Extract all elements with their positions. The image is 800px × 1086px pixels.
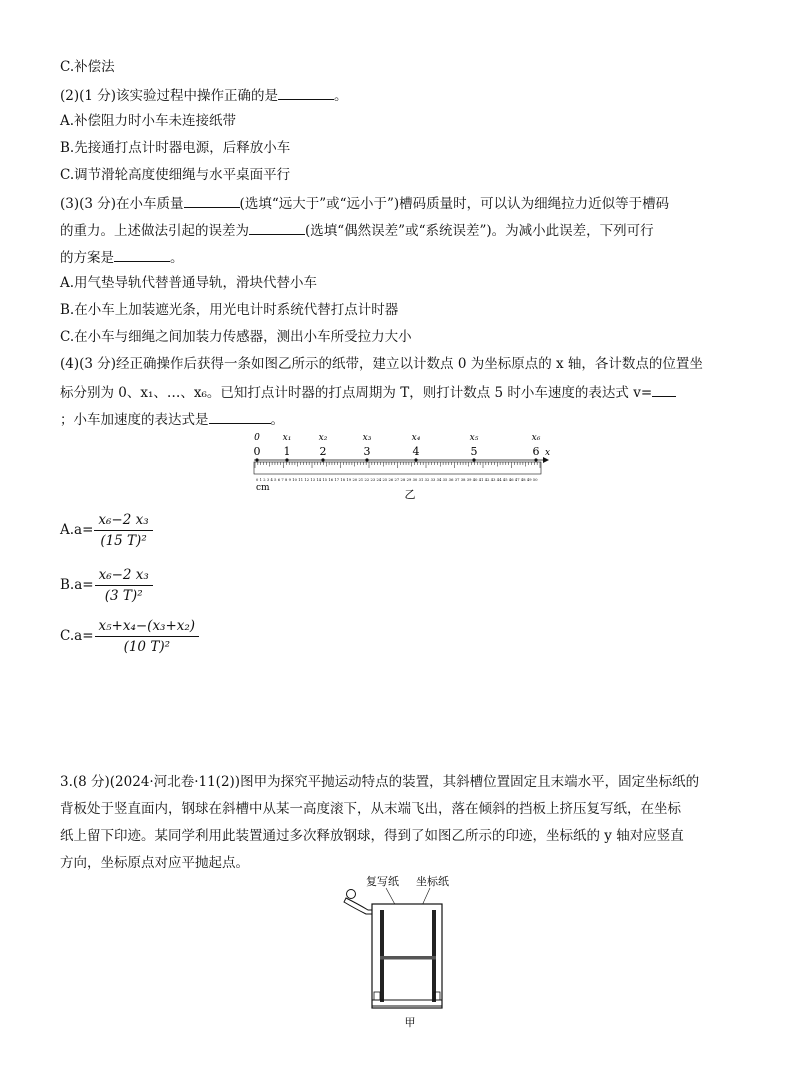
ruler-label-2: 2 bbox=[319, 445, 327, 458]
ruler-label-0: 0 bbox=[253, 445, 261, 458]
option-a: A.补偿阻力时小车未连接纸带 bbox=[60, 113, 237, 129]
answer-blank bbox=[278, 85, 334, 100]
question-2-3-line2: 的重力。上述做法引起的误差为 (选填“偶然误差”或“系统误差”)。为减小此误差，下列可行 bbox=[60, 220, 654, 240]
tape-caption: 乙 bbox=[404, 488, 416, 501]
answer-blank bbox=[114, 247, 170, 262]
formula-option-b: B.a= $\frac{\text{x₆−2 x₃}}{\text{(3 T)²}}$ bbox=[60, 567, 153, 604]
tape-label-x3: x₃ bbox=[362, 433, 372, 443]
question-2-4-line3: ；小车加速度的表达式是 。 bbox=[60, 409, 284, 429]
inclined-chute bbox=[344, 898, 376, 914]
formula-b-numerator: x₆−2 x₃ bbox=[95, 567, 153, 586]
formula-b-denominator: (3 T)² bbox=[104, 588, 143, 604]
question-3-line2: 背板处于竖直面内，钢球在斜槽中从某一高度滚下，从末端飞出，落在倾斜的挡板上挤压复写纸，在坐标 bbox=[60, 801, 681, 817]
ruler-label-4: 4 bbox=[412, 445, 420, 458]
ruler-label-1: 1 bbox=[283, 445, 291, 458]
question-3-line3: 纸上留下印迹。某同学利用此装置通过多次释放钢球，得到了如图乙所示的印迹，坐标纸的 y 轴对应竖直 bbox=[60, 828, 684, 844]
question-3-line4: 方向，坐标原点对应平抛起点。 bbox=[60, 855, 249, 871]
option-b: B.先接通打点计时器电源，后释放小车 bbox=[60, 140, 291, 156]
baffle-plate bbox=[380, 956, 436, 960]
ruler-label-3: 3 bbox=[363, 445, 371, 458]
tape-label-x2: x₂ bbox=[318, 433, 328, 443]
formula-a-numerator: x₆−2 x₃ bbox=[94, 512, 152, 531]
tape-label-x4: x₄ bbox=[411, 433, 421, 443]
ruler-ticks bbox=[255, 462, 540, 468]
apparatus-caption: 甲 bbox=[404, 1016, 416, 1029]
apparatus-figure bbox=[338, 870, 468, 1030]
formula-option-c: C.a= $\frac{\text{x₅+x₄−(x₃+x₂)}}{\text{(10 T)²}}$ bbox=[60, 618, 199, 655]
label-coordinate-paper: 坐标纸 bbox=[416, 875, 449, 888]
answer-blank bbox=[249, 220, 305, 235]
question-3-line1: 3.(8 分)(2024·河北卷·11(2))图甲为探究平抛运动特点的装置，其斜槽位置固定且末端水平，固定坐标纸的 bbox=[60, 774, 700, 790]
formula-c-denominator: (10 T)² bbox=[123, 639, 170, 655]
question-2-3-line3: 的方案是 。 bbox=[60, 247, 184, 267]
option-c: C.调节滑轮高度使细绳与水平桌面平行 bbox=[60, 167, 291, 183]
ruler-label-6: 6 bbox=[532, 445, 540, 458]
tape-label-x5: x₅ bbox=[469, 433, 479, 443]
ruler-small-scale: 0 1 2 3 4 5 6 7 8 9 10 11 12 13 14 15 16 17 18 19 20 21 22 23 24 25 26 27 28 29 30 31 32 33 34 35 36 37 38 39 40 41 42 43 44 45 46 47 48 49 50 bbox=[256, 478, 538, 482]
question-2-4-line2: 标分别为 0、x₁、…、x₆。已知打点计时器的打点周期为 T，则打计数点 5 时小车速度的表达式 v= bbox=[60, 382, 676, 402]
tape-figure bbox=[250, 432, 550, 502]
option-c-compensation: C.补偿法 bbox=[60, 59, 115, 75]
ruler-label-5: 5 bbox=[470, 445, 478, 458]
option-b-photogate: B.在小车上加装遮光条，用光电计时系统代替打点计时器 bbox=[60, 302, 399, 318]
question-2-4-line1: (4)(3 分)经正确操作后获得一条如图乙所示的纸带，建立以计数点 0 为坐标原点的 x 轴，各计数点的位置坐 bbox=[60, 356, 703, 372]
tape-label-x1: x₁ bbox=[282, 433, 292, 443]
formula-a-denominator: (15 T)² bbox=[100, 533, 147, 549]
formula-option-a: A.a= $\frac{\text{x₆−2 x₃}}{\text{(15 T)²}}$ bbox=[60, 512, 153, 549]
answer-blank bbox=[209, 409, 271, 424]
steel-ball bbox=[347, 890, 356, 899]
tape-label-x6: x₆ bbox=[531, 433, 541, 443]
question-2-3-line1: (3)(3 分)在小车质量 (选填“远大于”或“远小于”)槽码质量时，可以认为细绳拉力近似等于槽码 bbox=[60, 193, 669, 213]
question-2-2: (2)(1 分)该实验过程中操作正确的是 。 bbox=[60, 85, 348, 105]
tape-top-labels bbox=[254, 433, 541, 443]
tape-axis-label: x bbox=[545, 448, 550, 458]
label-carbon-paper: 复写纸 bbox=[366, 875, 399, 888]
option-c-force-sensor: C.在小车与细绳之间加装力传感器，测出小车所受拉力大小 bbox=[60, 329, 412, 345]
formula-c-numerator: x₅+x₄−(x₃+x₂) bbox=[95, 618, 200, 637]
ruler-unit: cm bbox=[256, 483, 270, 493]
answer-blank bbox=[652, 382, 676, 397]
option-a-air-track: A.用气垫导轨代替普通导轨，滑块代替小车 bbox=[60, 275, 318, 291]
tape-ruler-labels bbox=[254, 445, 540, 458]
answer-blank bbox=[184, 193, 240, 208]
tape-label-0: 0 bbox=[254, 433, 260, 443]
